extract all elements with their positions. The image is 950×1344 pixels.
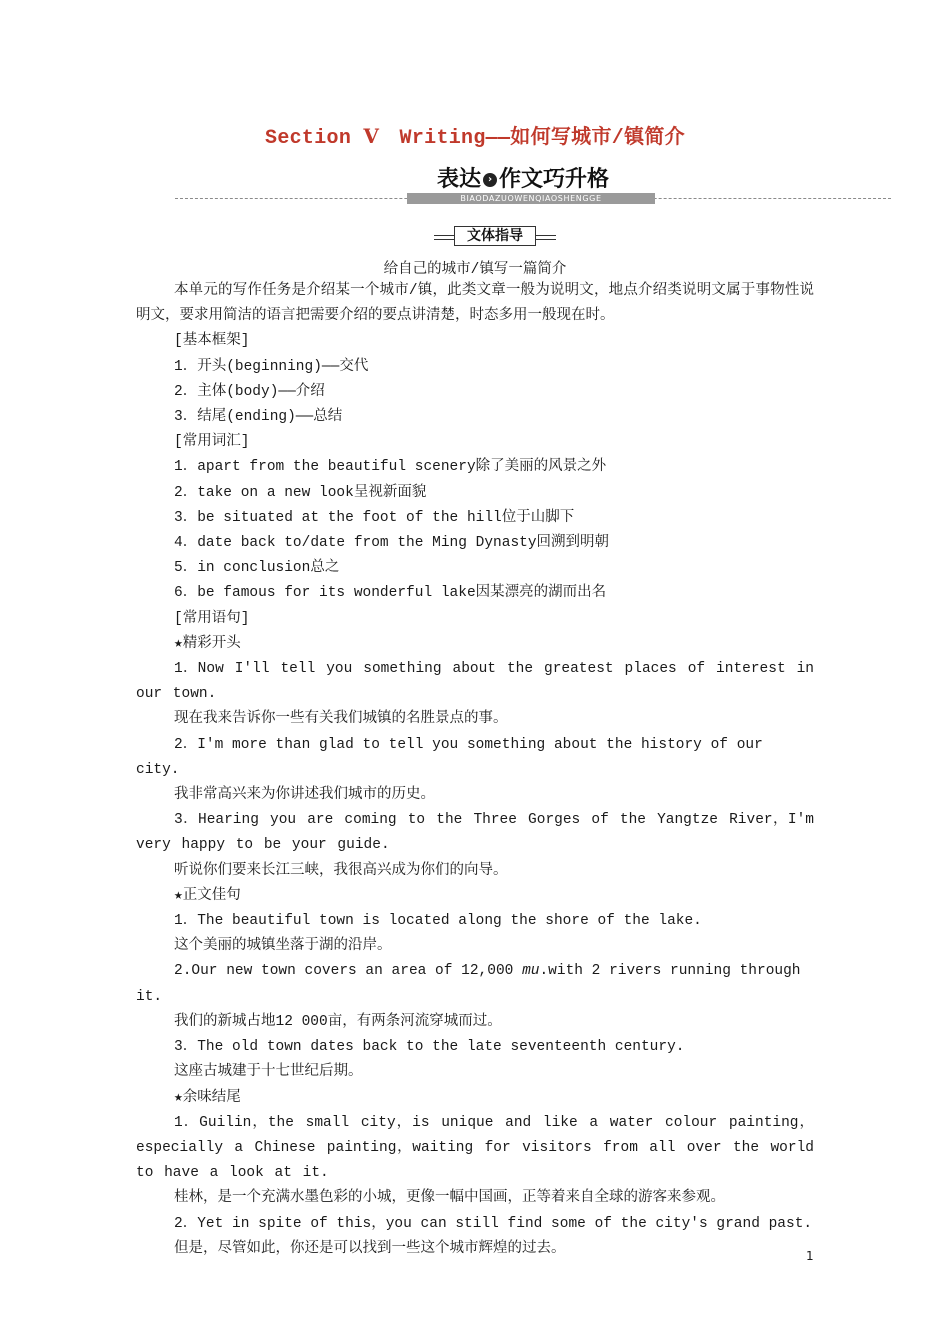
ending-heading: ★余味结尾 xyxy=(174,1089,241,1106)
chevron-right-icon: › xyxy=(483,173,497,187)
body-heading: ★正文佳句 xyxy=(174,887,241,904)
vocab-item: 3．be situated at the foot of the hill位于山脚下 xyxy=(174,509,575,526)
essay-subtitle: 给自己的城市/镇写一篇简介 xyxy=(383,262,567,278)
framework-item: 3．结尾(ending)——总结 xyxy=(174,409,343,426)
vocab-item: 6．be famous for its wonderful lake因某漂亮的湖而出名 xyxy=(174,585,607,602)
vocab-item: 4．date back to/date from the Ming Dynasty回溯到明朝 xyxy=(174,535,610,552)
body-sentence-en xyxy=(136,959,814,1009)
opening-sentence-en: 1．Now I'll tell you something about the greatest places of interest in our town. xyxy=(136,661,814,703)
banner-heading xyxy=(437,162,609,193)
intro-paragraph: 本单元的写作任务是介绍某一个城市/镇，此类文章一般为说明文，地点介绍类说明文属于事物性说明文，要求用简洁的语言把需要介绍的要点讲清楚，时态多用一般现在时。 xyxy=(136,283,814,325)
body-sentence-en: 1．The beautiful town is located along the shore of the lake. xyxy=(174,913,702,930)
opening-sentence-zh: 听说你们要来长江三峡，我很高兴成为你们的向导。 xyxy=(174,862,508,879)
section-tag-label: 文体指导 xyxy=(454,226,536,246)
section-tag xyxy=(434,226,556,246)
vocab-item: 5．in conclusion总之 xyxy=(174,560,340,577)
vocab-item: 1．apart from the beautiful scenery除了美丽的风景之外 xyxy=(174,459,607,476)
framework-heading: [基本框架] xyxy=(174,333,250,350)
unit-mu: mu xyxy=(522,963,540,980)
banner-heading-right: 作文巧升格 xyxy=(499,167,610,192)
body-sentence-en-part: .with 2 rivers running through it. xyxy=(136,963,801,1005)
opening-sentence-en: 3．Hearing you are coming to the Three Gorges of the Yangtze River，I'm very happy to be your guide. xyxy=(136,812,814,854)
framework-item: 2．主体(body)——介绍 xyxy=(174,383,325,400)
body-sentence-en-part: 2.Our new town covers an area of 12,000 xyxy=(174,963,523,980)
document-body xyxy=(136,279,814,1262)
body-sentence-en: 3．The old town dates back to the late seventeenth century. xyxy=(174,1039,685,1056)
vocab-item: 2．take on a new look呈视新面貌 xyxy=(174,484,427,501)
banner-heading-left: 表达 xyxy=(437,167,482,192)
page-number: 1 xyxy=(806,1249,814,1263)
framework-item: 1．开头(beginning)——交代 xyxy=(174,358,369,375)
opening-heading: ★精彩开头 xyxy=(174,635,241,652)
ending-sentence-en: 1．Guilin，the small city，is unique and like a water colour painting，especially a Chinese painting，waiting for visitors from all over the world to have a look at it. xyxy=(136,1114,814,1182)
document-title: Section Ⅴ Writing——如何写城市/镇简介 xyxy=(265,127,685,150)
opening-sentence-en: 2．I'm more than glad to tell you something about the history of our city. xyxy=(136,736,763,778)
ending-sentence-zh: 桂林，是一个充满水墨色彩的小城，更像一幅中国画，正等着来自全球的游客来参观。 xyxy=(174,1190,725,1207)
sentences-heading: [常用语句] xyxy=(174,610,250,627)
ending-sentence-zh: 但是，尽管如此，你还是可以找到一些这个城市辉煌的过去。 xyxy=(174,1240,566,1257)
ending-sentence-en: 2．Yet in spite of this，you can still find some of the city's grand past. xyxy=(174,1215,813,1232)
body-sentence-zh: 这座古城建于十七世纪后期。 xyxy=(174,1064,363,1081)
banner-pinyin: BIAODAZUOWENQIAOSHENGGE xyxy=(407,193,655,204)
opening-sentence-zh: 我非常高兴来为你讲述我们城市的历史。 xyxy=(174,787,435,804)
vocab-heading: [常用词汇] xyxy=(174,434,250,451)
opening-sentence-zh: 现在我来告诉你一些有关我们城镇的名胜景点的事。 xyxy=(174,711,508,728)
body-sentence-zh: 这个美丽的城镇坐落于湖的沿岸。 xyxy=(174,938,392,955)
body-sentence-zh: 我们的新城占地12 000亩，有两条河流穿城而过。 xyxy=(174,1013,502,1030)
